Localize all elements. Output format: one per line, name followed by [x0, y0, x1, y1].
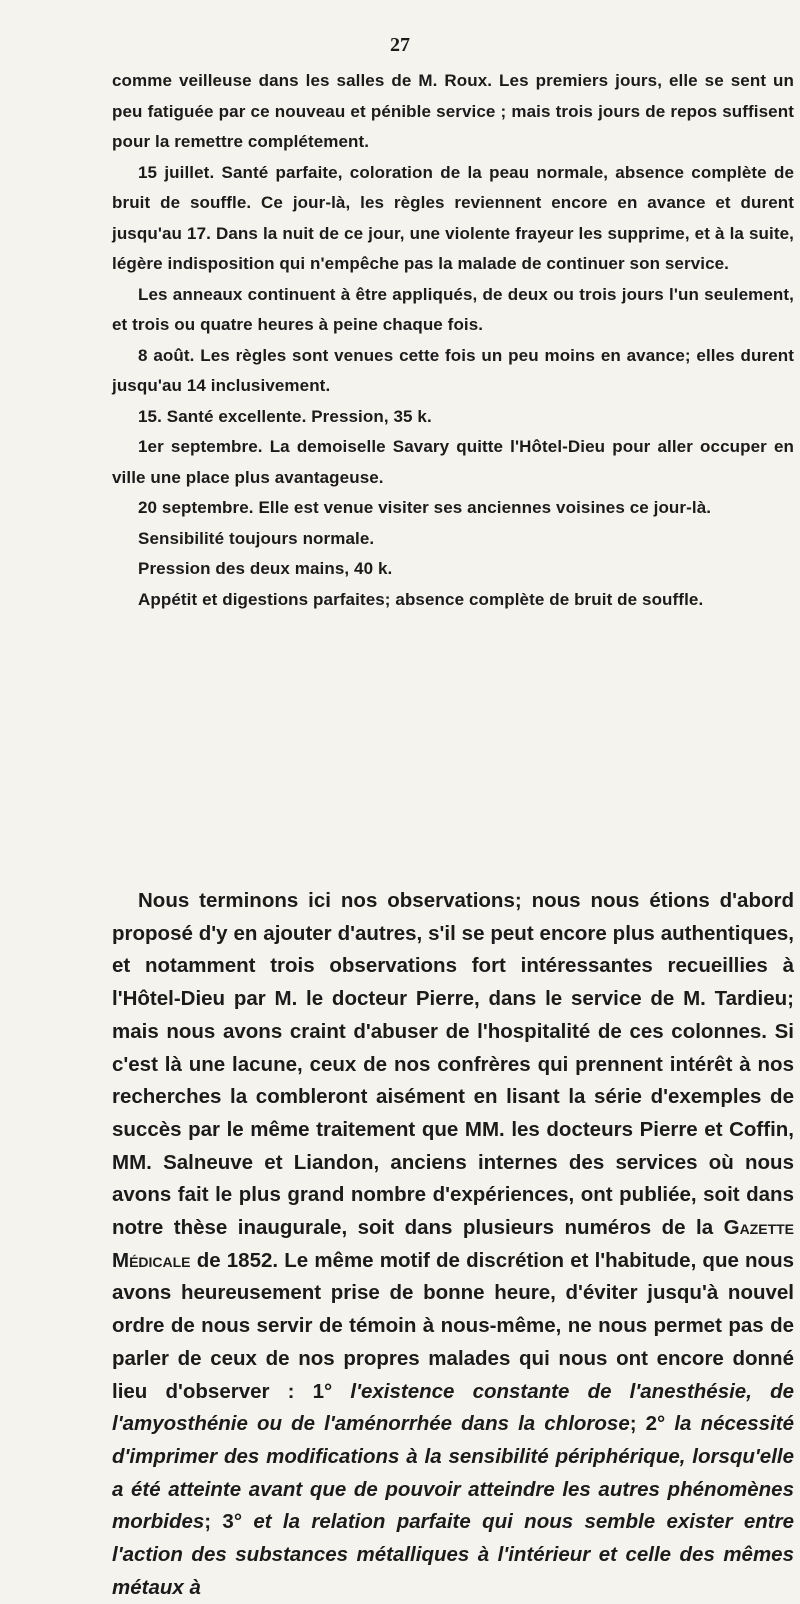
note-paragraph: comme veilleuse dans les salles de M. Roux. Les premiers jours, elle se sent un peu fatiguée par ce nouveau et pénible service ; mais trois jours de repos suffisent pour la remettre complétement.: [112, 71, 794, 151]
note-paragraph: Sensibilité toujours normale.: [138, 528, 375, 548]
point-two: la nécessité d'imprimer des modifications à la sensibilité périphérique, lorsqu'elle a été atteinte avant que de pouvoir atteindre les autres phénomènes morbides: [112, 1412, 794, 1534]
note-paragraph: Appétit et digestions parfaites; absence complète de bruit de souffle.: [138, 589, 704, 609]
journal-title: Gazette Médicale: [112, 1216, 795, 1272]
note-paragraph: Les anneaux continuent à être appliqués, de deux ou trois jours l'un seulement, et trois ou quatre heures à peine chaque fois.: [112, 284, 794, 334]
conclusion-paragraph: [112, 885, 794, 1604]
separator: ; 2°: [629, 1412, 666, 1436]
note-paragraph: 15 juillet. Santé parfaite, coloration de la peau normale, absence complète de bruit de souffle. Ce jour-là, les règles reviennent encore en avance et durent jusqu'au 17. Dans la nuit de ce jour, une violente frayeur les supprime, et à la suite, légère indisposition qui n'empêche pas la malade de continuer son service.: [112, 162, 794, 273]
note-paragraph: 20 septembre. Elle est venue visiter ses anciennes voisines ce jour-là.: [138, 498, 712, 517]
point-three: et la relation parfaite qui nous semble exister entre l'action des substances métalliques à l'intérieur et celle des mêmes métaux à: [112, 1510, 794, 1599]
case-notes: [112, 66, 794, 615]
paragraph-text: de 1852. Le même motif de discrétion et l'habitude, que nous avons heureusement prise de bonne heure, d'éviter jusqu'à nouvel ordre de nous servir de témoin à nous-même, ne nous permet pas de parler de ceux de nos propres malades qui nous ont encore donné lieu d'observer : 1°: [112, 1248, 795, 1403]
separator: ; 3°: [204, 1510, 243, 1534]
note-paragraph: Pression des deux mains, 40 k.: [138, 559, 393, 578]
paragraph-text: Nous terminons ici nos observations; nous nous étions d'abord proposé d'y en ajouter d'autres, s'il se peut encore plus authentiques, et notamment trois observations fort intéressantes recueillies à l'Hôtel-Dieu par M. le docteur Pierre, dans le service de M. Tardieu; mais nous avons craint d'abuser de l'hospitalité de ces colonnes. Si c'est là une lacune, ceux de nos confrères qui prennent intérêt à nos recherches la combleront aisément en lisant la série d'exemples de succès par le même traitement que MM. les docteurs Pierre et Coffin, MM. Salneuve et Liandon, anciens internes des services où nous avons fait le plus grand nombre d'expériences, ont publiée, soit dans notre thèse inaugurale, soit dans plusieurs numéros de la: [112, 889, 794, 1240]
note-paragraph: 1er septembre. La demoiselle Savary quitte l'Hôtel-Dieu pour aller occuper en ville une place plus avantageuse.: [112, 437, 794, 487]
page-number: 27: [390, 34, 410, 56]
note-paragraph: 15. Santé excellente. Pression, 35 k.: [138, 406, 432, 426]
point-one: l'existence constante de l'anesthésie, de l'amyosthénie ou de l'aménorrhée dans la chlorose: [112, 1379, 794, 1436]
main-text: [112, 885, 794, 1604]
note-paragraph: 8 août. Les règles sont venues cette fois un peu moins en avance; elles durent jusqu'au 14 inclusivement.: [112, 345, 794, 395]
